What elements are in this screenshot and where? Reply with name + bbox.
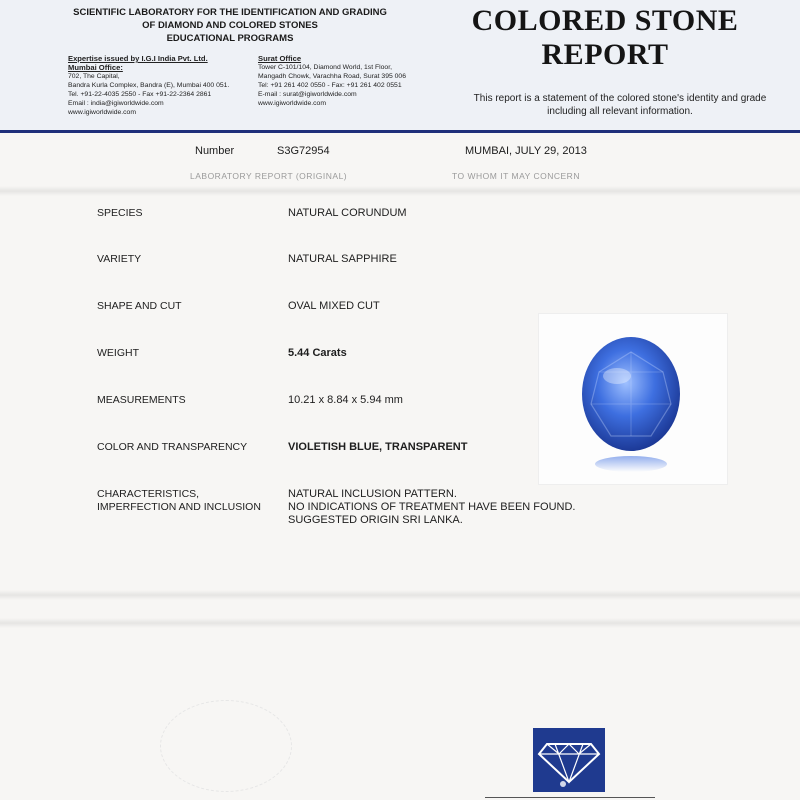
characteristics-value — [288, 488, 575, 527]
characteristics-value-line: SUGGESTED ORIGIN SRI LANKA. — [288, 514, 463, 526]
report-title-line: COLORED STONE — [471, 4, 739, 37]
paper-fold — [0, 186, 800, 196]
surat-email-line: E-mail : surat@igiworldwide.com — [258, 91, 357, 98]
embossed-seal — [160, 700, 292, 792]
surat-phone-line: Tel: +91 261 402 0550 - Fax: +91 261 402 0551 — [258, 82, 402, 89]
species-label: SPECIES — [97, 207, 143, 219]
shape-cut-label: SHAPE AND CUT — [97, 300, 182, 312]
weight-value: 5.44 Carats — [288, 347, 347, 359]
shape-cut-value: OVAL MIXED CUT — [288, 300, 380, 312]
lab-title-line: EDUCATIONAL PROGRAMS — [166, 33, 294, 44]
measurements-value: 10.21 x 8.84 x 5.94 mm — [288, 394, 403, 406]
signature-line — [485, 797, 655, 798]
species-value: NATURAL CORUNDUM — [288, 207, 407, 219]
color-transparency-value: VIOLETISH BLUE, TRANSPARENT — [288, 441, 468, 453]
characteristics-value-line: NATURAL INCLUSION PATTERN. — [288, 488, 457, 500]
mumbai-email-line: Email : india@igiworldwide.com — [68, 100, 164, 107]
expertise-line: Expertise issued by I.G.I India Pvt. Ltd. — [68, 54, 208, 63]
number-label: Number — [195, 145, 235, 157]
characteristics-label-line: IMPERFECTION AND INCLUSION — [97, 501, 261, 513]
mumbai-phone-line: Tel. +91-22-4035 2550 - Fax +91-22-2364 2861 — [68, 91, 212, 98]
report-title — [440, 4, 770, 72]
paper-fold — [0, 618, 800, 628]
mumbai-website-line: www.igiworldwide.com — [68, 109, 136, 116]
report-title-line: REPORT — [541, 38, 669, 71]
variety-value: NATURAL SAPPHIRE — [288, 253, 397, 265]
mumbai-office-block — [68, 54, 258, 117]
to-whom-it-may-concern: TO WHOM IT MAY CONCERN — [452, 171, 580, 181]
report-header — [0, 0, 800, 133]
characteristics-label-line: CHARACTERISTICS, — [97, 488, 200, 500]
color-transparency-label: COLOR AND TRANSPARENCY — [97, 441, 248, 453]
report-description: This report is a statement of the colored stone's identity and grade including all relevant information. — [473, 93, 767, 117]
paper-fold — [0, 590, 800, 600]
surat-address-line: Tower C-101/104, Diamond World, 1st Floor, — [258, 64, 392, 71]
surat-address-line: Mangadh Chowk, Varachha Road, Surat 395 006 — [258, 73, 406, 80]
surat-office-heading: Surat Office — [258, 54, 302, 63]
sapphire-gem-icon — [539, 314, 727, 484]
surat-office-block — [258, 54, 438, 108]
lab-title-line: OF DIAMOND AND COLORED STONES — [142, 20, 318, 31]
mumbai-address-line: Bandra Kurla Complex, Bandra (E), Mumbai 400 051. — [68, 82, 230, 89]
measurements-label: MEASUREMENTS — [97, 394, 186, 406]
weight-label: WEIGHT — [97, 347, 139, 359]
lab-title-line: SCIENTIFIC LABORATORY FOR THE IDENTIFICATION AND GRADING — [73, 7, 387, 18]
characteristics-value-line: NO INDICATIONS OF TREATMENT HAVE BEEN FOUND. — [288, 501, 576, 513]
report-number: S3G72954 — [277, 145, 330, 157]
laboratory-report-original: LABORATORY REPORT (ORIGINAL) — [190, 171, 348, 181]
diamond-logo-icon — [533, 728, 605, 792]
place-date: MUMBAI, JULY 29, 2013 — [465, 145, 587, 157]
variety-label: VARIETY — [97, 253, 142, 265]
characteristics-label — [97, 488, 261, 514]
surat-website-line: www.igiworldwide.com — [258, 100, 326, 107]
igi-logo — [533, 728, 605, 792]
mumbai-address-line: 702, The Capital, — [68, 73, 120, 80]
mumbai-office-heading: Mumbai Office: — [68, 63, 123, 72]
gemstone-photo — [538, 313, 728, 485]
lab-title — [70, 6, 390, 45]
